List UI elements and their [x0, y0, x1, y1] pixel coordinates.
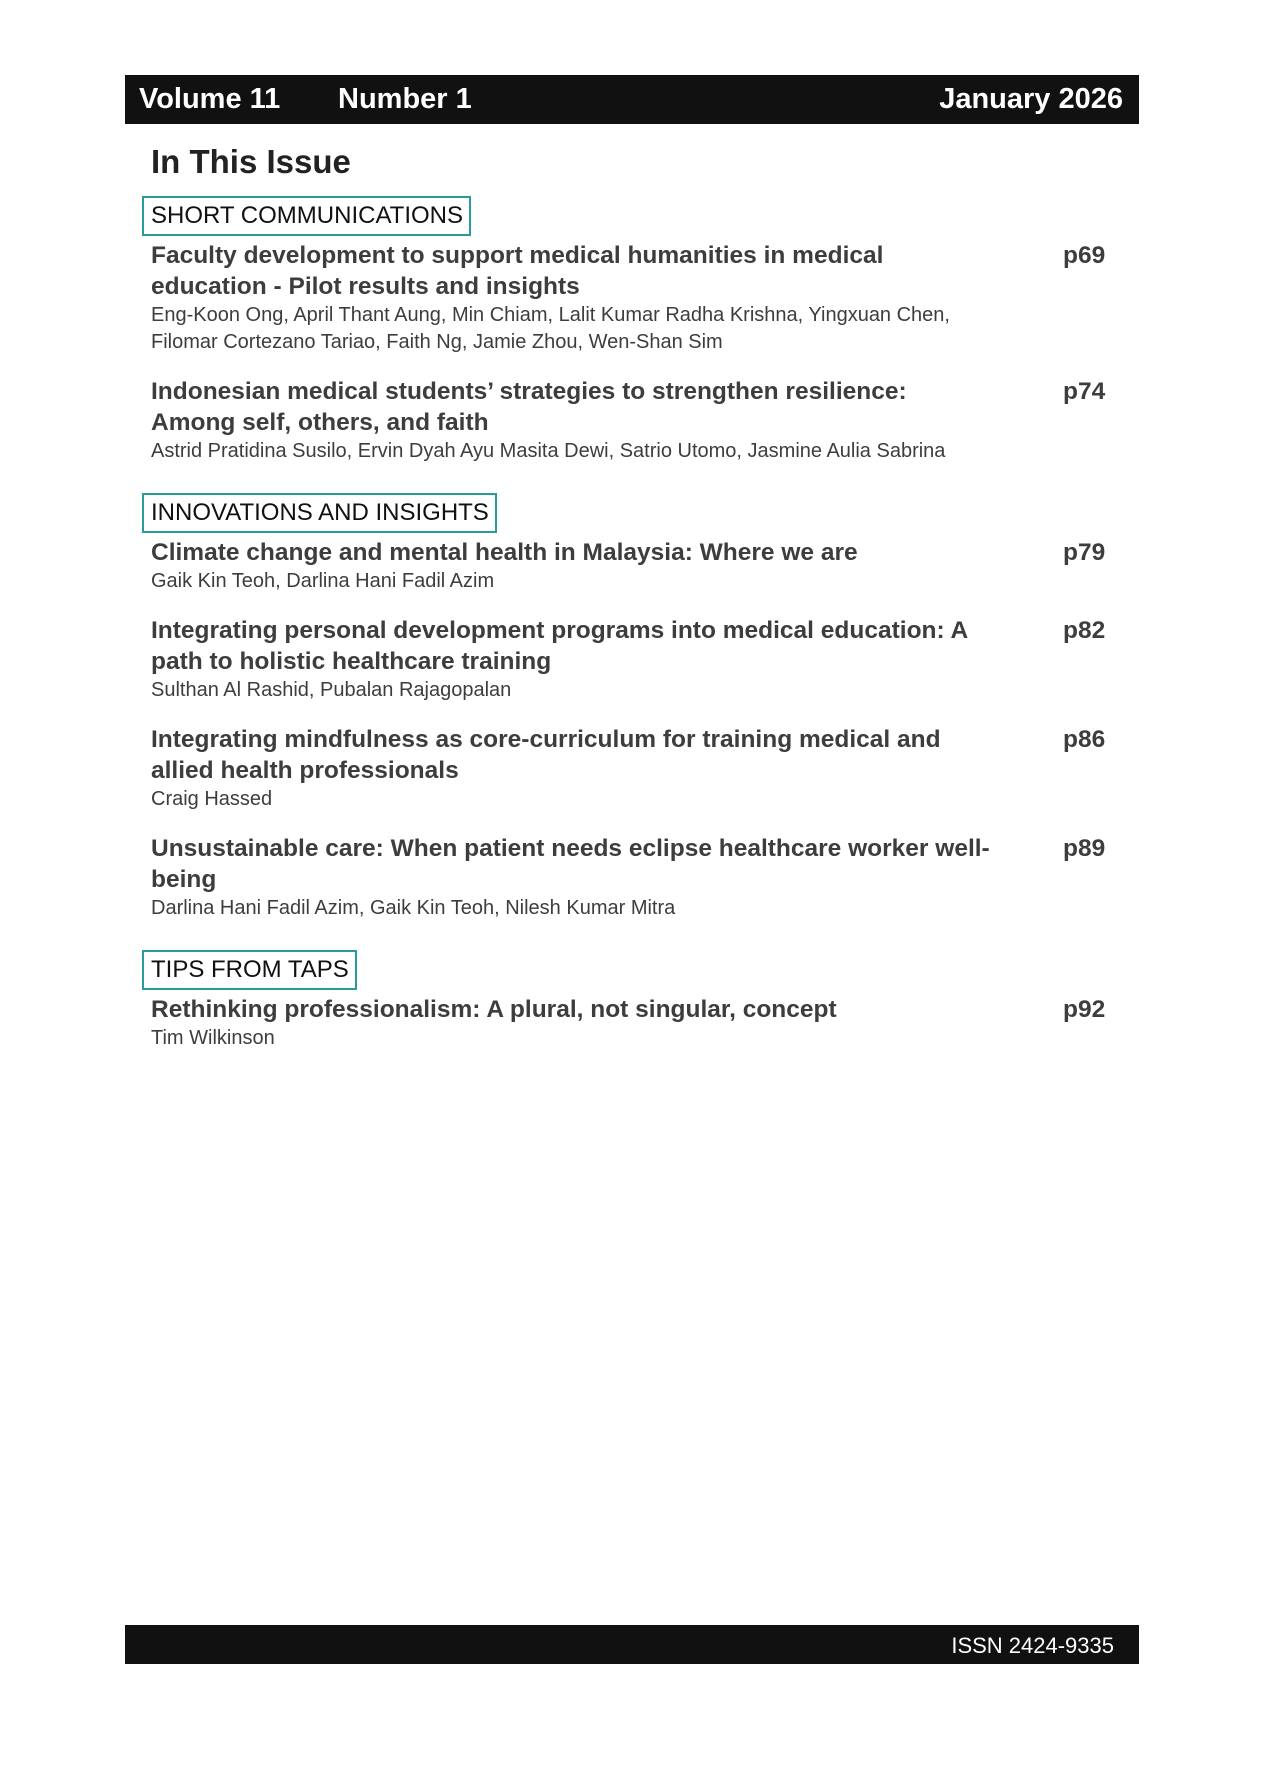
- footer-bar: [125, 1625, 1139, 1664]
- article-entry[interactable]: [151, 724, 1111, 813]
- article-entry[interactable]: [151, 994, 1111, 1052]
- article-entry[interactable]: [151, 240, 1111, 356]
- article-authors: Gaik Kin Teoh, Darlina Hani Fadil Azim: [151, 570, 495, 592]
- article-title[interactable]: Faculty development to support medical humanities in medical education - Pilot results and insights: [151, 242, 884, 300]
- article-page-number: p86: [1063, 726, 1106, 753]
- issue-volume: Volume 11: [139, 83, 281, 115]
- article-entry[interactable]: [151, 833, 1111, 922]
- article-page-number: p69: [1063, 242, 1106, 269]
- article-page-number: p82: [1063, 617, 1106, 644]
- section-short-communications: [0, 196, 1264, 465]
- article-title[interactable]: Integrating mindfulness as core-curriculum for training medical and allied health professionals: [151, 726, 941, 784]
- article-title[interactable]: Rethinking professionalism: A plural, not singular, concept: [151, 996, 837, 1023]
- article-page-number: p74: [1063, 378, 1106, 405]
- issue-number: Number 1: [338, 83, 472, 115]
- article-authors: Eng-Koon Ong, April Thant Aung, Min Chiam, Lalit Kumar Radha Krishna, Yingxuan Chen, Filomar Cortezano Tariao, Faith Ng, Jamie Zhou, Wen-Shan Sim: [151, 304, 950, 353]
- section-label: INNOVATIONS AND INSIGHTS: [142, 493, 497, 533]
- article-title[interactable]: Unsustainable care: When patient needs eclipse healthcare worker well-being: [151, 835, 990, 893]
- article-page-number: p89: [1063, 835, 1106, 862]
- article-entry[interactable]: [151, 615, 1111, 704]
- article-title[interactable]: Climate change and mental health in Malaysia: Where we are: [151, 539, 858, 566]
- issn-number: ISSN 2424-9335: [951, 1633, 1114, 1658]
- section-label: SHORT COMMUNICATIONS: [142, 196, 471, 236]
- article-authors: Craig Hassed: [151, 788, 273, 810]
- article-authors: Sulthan Al Rashid, Pubalan Rajagopalan: [151, 679, 512, 701]
- article-page-number: p79: [1063, 539, 1106, 566]
- issue-header-bar: [125, 75, 1139, 124]
- section-label: TIPS FROM TAPS: [142, 950, 357, 990]
- article-entry[interactable]: [151, 537, 1111, 595]
- issue-date: January 2026: [939, 83, 1123, 115]
- table-of-contents: [0, 196, 1264, 1052]
- article-authors: Tim Wilkinson: [151, 1027, 275, 1049]
- article-authors: Astrid Pratidina Susilo, Ervin Dyah Ayu Masita Dewi, Satrio Utomo, Jasmine Aulia Sabrina: [151, 440, 946, 462]
- article-title[interactable]: Integrating personal development programs into medical education: A path to holistic healthcare training: [151, 617, 968, 675]
- article-page-number: p92: [1063, 996, 1106, 1023]
- section-innovations-and-insights: [0, 493, 1264, 922]
- page-title: In This Issue: [151, 143, 351, 180]
- section-tips-from-taps: [0, 950, 1264, 1052]
- article-title[interactable]: Indonesian medical students’ strategies to strengthen resilience: Among self, others, and faith: [151, 378, 907, 436]
- article-authors: Darlina Hani Fadil Azim, Gaik Kin Teoh, Nilesh Kumar Mitra: [151, 897, 676, 919]
- article-entry[interactable]: [151, 376, 1111, 465]
